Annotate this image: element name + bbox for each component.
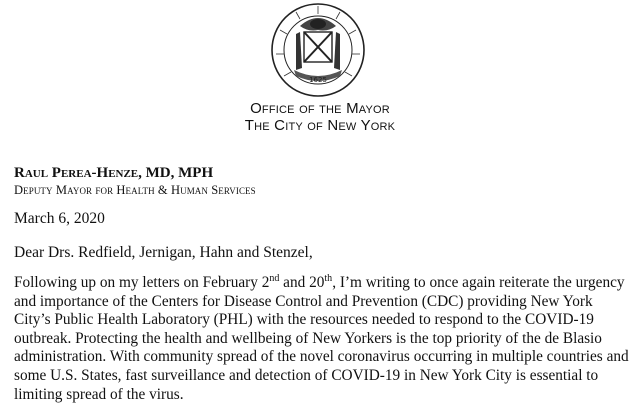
seal-year: 1625: [309, 76, 327, 84]
sender-title: Deputy Mayor for Health & Human Services: [14, 183, 256, 197]
office-line-2: The City of New York: [244, 117, 396, 134]
ordinal-suffix: th: [324, 272, 333, 284]
salutation: Dear Drs. Redfield, Jernigan, Hahn and Stenzel,: [14, 244, 313, 261]
ordinal-suffix: nd: [269, 272, 280, 284]
body-text-part: , I’m writing to once again reiterate the urgency and importance of the Centers for Disease Control and Prevention (CDC) providing New York City’s Public Health Laboratory (PHL) with the resources needed to respond to the COVID-19 outbreak. Protecting the health and wellbeing of New Yorkers is the top priority of the de Blasio administration. With community spread of the novel coronavirus occurring in multiple countries and some U.S. States, fast surveillance and detection of COVID-19 in New York City is essential to limiting spread of the virus.: [14, 274, 629, 403]
nyc-seal-icon: [270, 2, 366, 98]
office-line-1: Office of the Mayor: [250, 100, 390, 117]
sender-name: Raul Perea-Henze, MD, MPH: [14, 165, 214, 181]
letter-date: March 6, 2020: [14, 210, 105, 227]
body-text-part: Following up on my letters on February 2: [14, 274, 270, 291]
body-paragraph: [14, 274, 630, 404]
body-text-part: and 20: [279, 274, 325, 291]
